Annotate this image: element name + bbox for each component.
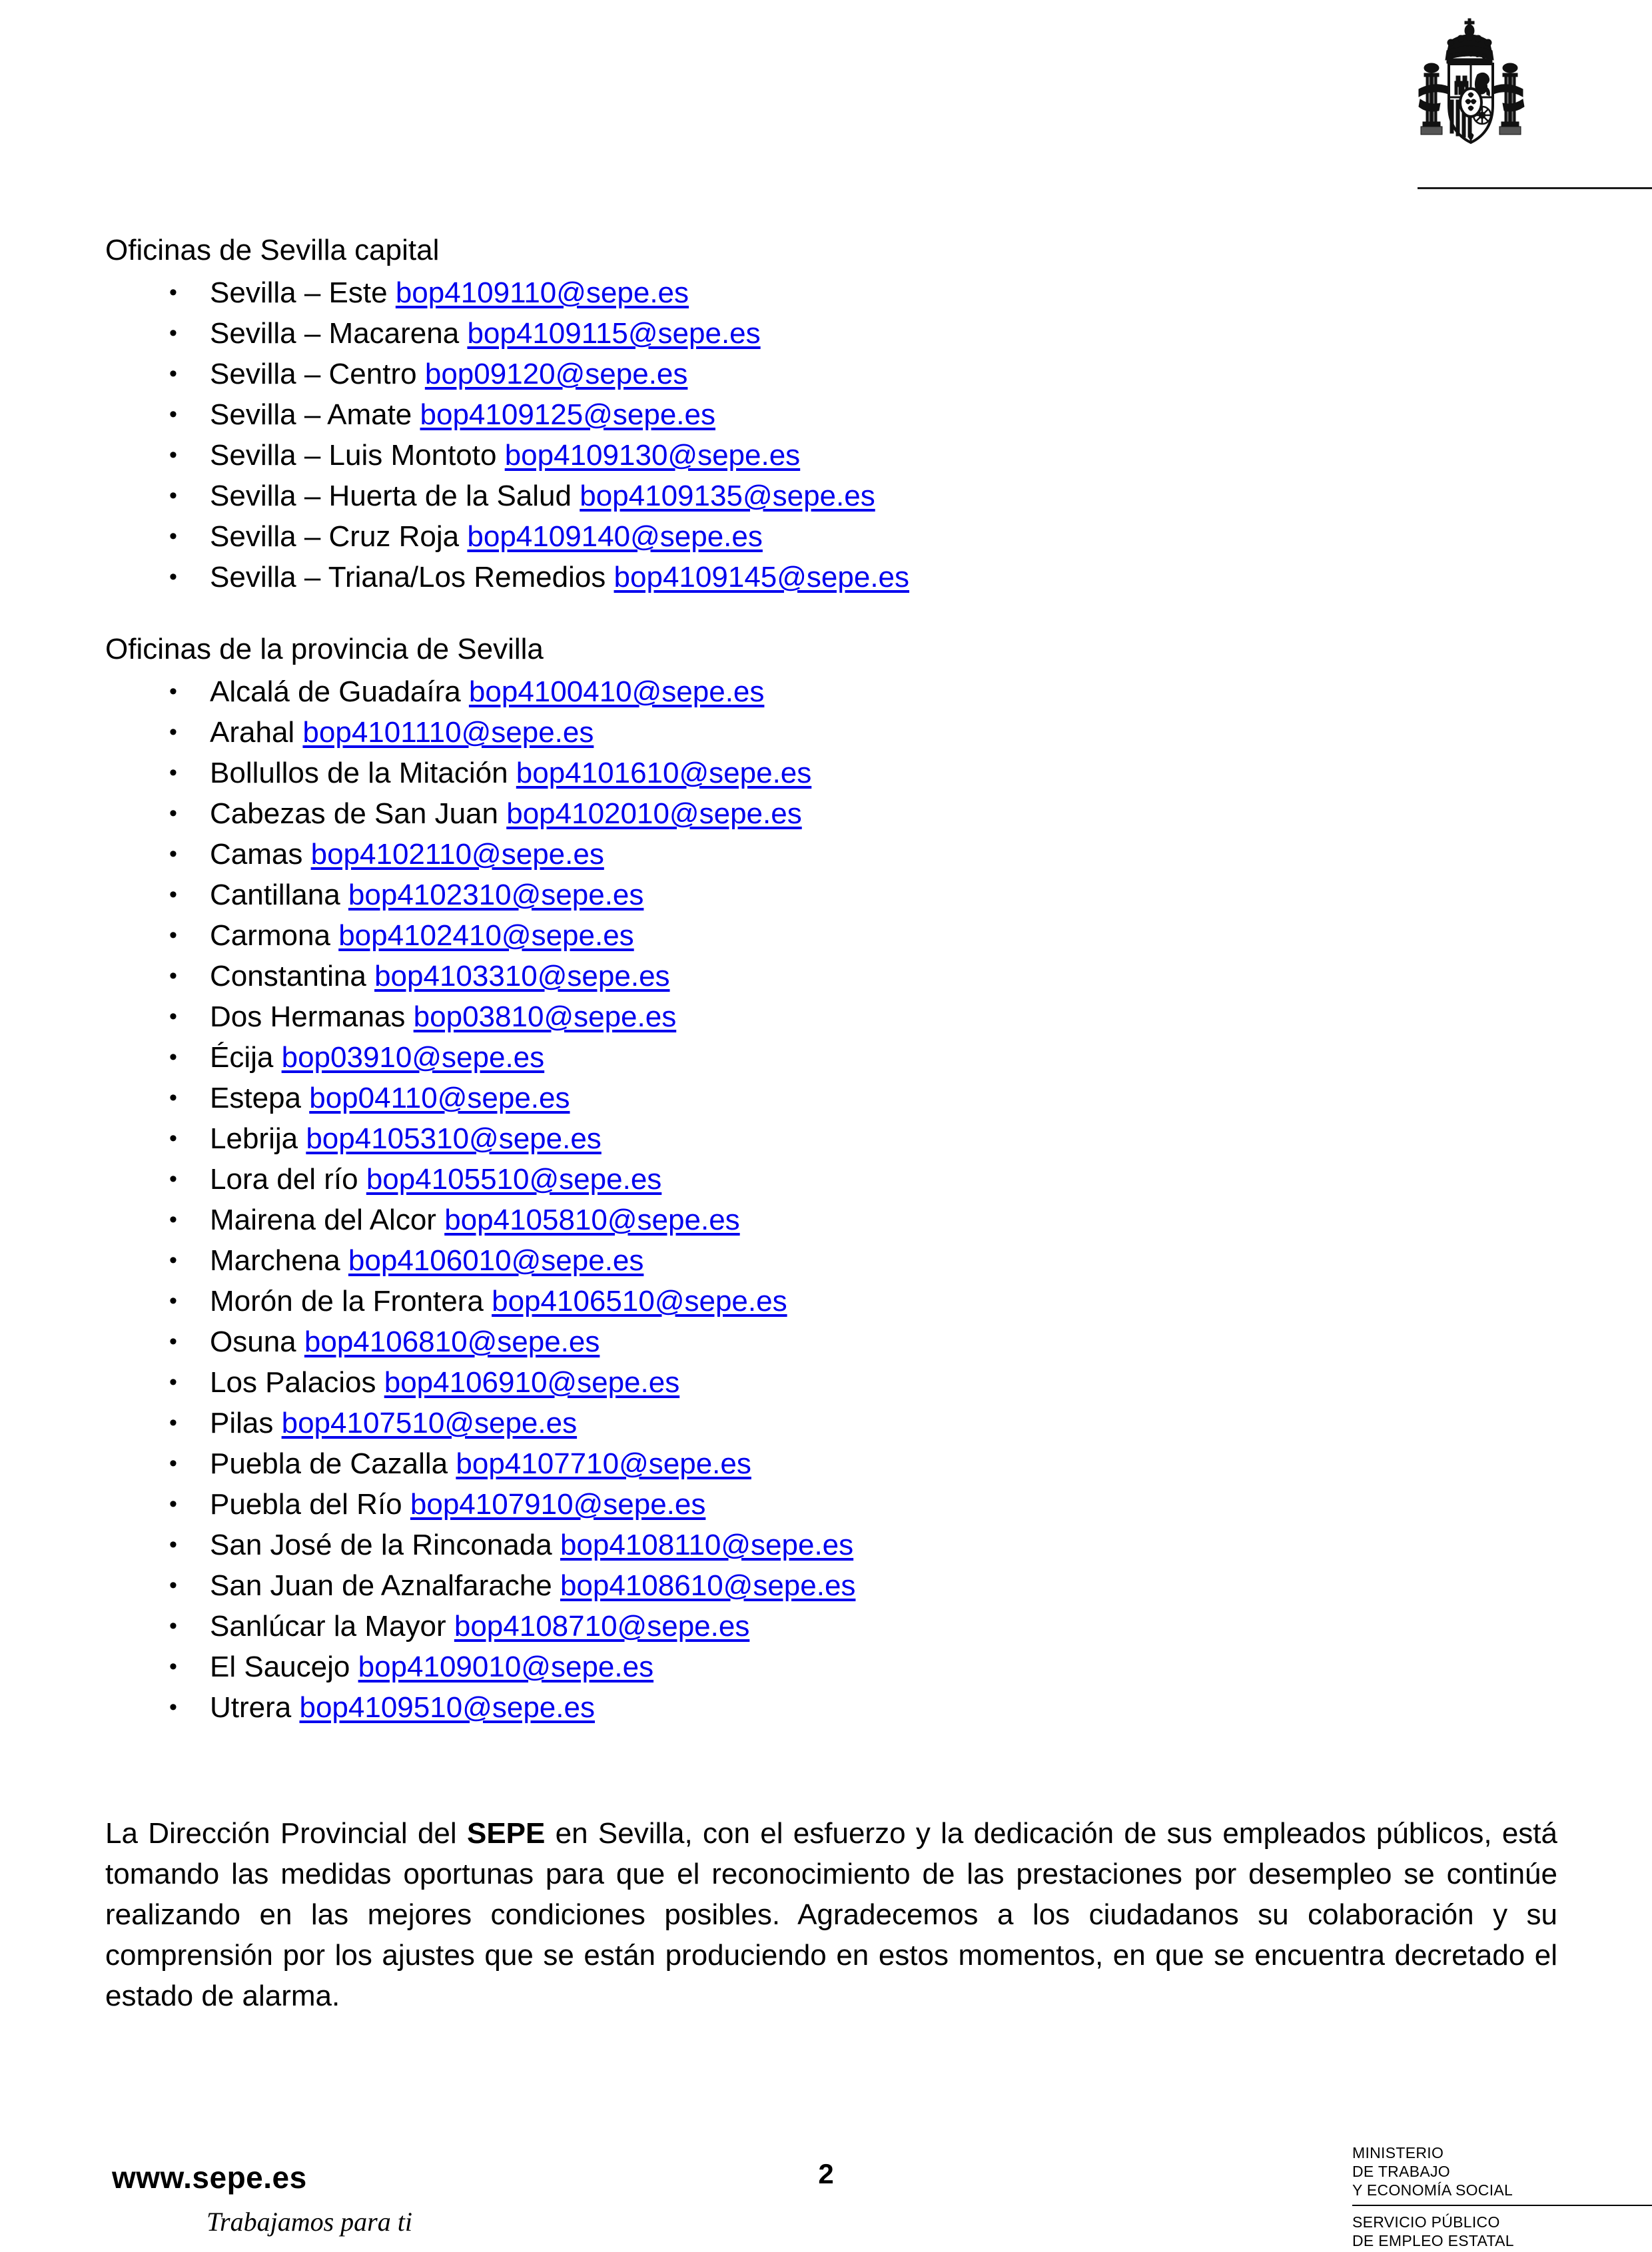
bullet-icon: • xyxy=(169,1369,177,1395)
office-email-link[interactable]: bop4103310@sepe.es xyxy=(374,960,670,992)
office-name: Carmona xyxy=(210,919,330,952)
bullet-icon: • xyxy=(169,1532,177,1557)
office-name: San José de la Rinconada xyxy=(210,1529,552,1561)
office-email-link[interactable]: bop4106810@sepe.es xyxy=(304,1325,600,1358)
section-heading: Oficinas de la provincia de Sevilla xyxy=(105,633,544,665)
office-email-link[interactable]: bop04110@sepe.es xyxy=(309,1082,570,1114)
office-email-link[interactable]: bop4106510@sepe.es xyxy=(492,1285,787,1317)
sepe-acronym: SEPE xyxy=(466,1817,546,1850)
bullet-icon: • xyxy=(169,1329,177,1354)
bullet-icon: • xyxy=(169,882,177,907)
list-item xyxy=(105,1443,1557,1484)
page-number: 2 xyxy=(818,2158,834,2189)
list-item xyxy=(105,1037,1557,1078)
service-line-1: SERVICIO PÚBLICO xyxy=(1352,2213,1500,2231)
office-email-link[interactable]: bop09120@sepe.es xyxy=(424,358,688,390)
office-name: Sanlúcar la Mayor xyxy=(210,1610,446,1643)
office-email-link[interactable]: bop4109510@sepe.es xyxy=(299,1691,595,1724)
office-name: Marchena xyxy=(210,1244,340,1277)
bullet-icon: • xyxy=(169,1451,177,1476)
ministry-line-3: Y ECONOMÍA SOCIAL xyxy=(1352,2181,1513,2199)
list-item xyxy=(105,1687,1557,1728)
ministry-logo-block xyxy=(1352,2143,1652,2250)
bullet-icon: • xyxy=(169,923,177,948)
document-body xyxy=(105,230,1557,1728)
office-list-provincia xyxy=(105,671,1557,1728)
office-name: Morón de la Frontera xyxy=(210,1285,484,1317)
office-name: Sevilla – Amate xyxy=(210,398,412,431)
office-name: Sevilla – Centro xyxy=(210,358,417,390)
list-item xyxy=(105,834,1557,875)
bullet-icon: • xyxy=(169,1085,177,1110)
list-item xyxy=(105,1362,1557,1403)
section-spacer xyxy=(105,597,1557,629)
list-item xyxy=(105,1525,1557,1565)
office-name: Camas xyxy=(210,838,303,871)
bullet-icon: • xyxy=(169,1573,177,1598)
office-email-link[interactable]: bop4102110@sepe.es xyxy=(310,838,604,871)
sepe-slogan: Trabajamos para ti xyxy=(206,2207,412,2237)
office-email-link[interactable]: bop4107710@sepe.es xyxy=(456,1447,751,1480)
bullet-icon: • xyxy=(169,1044,177,1070)
office-email-link[interactable]: bop4107910@sepe.es xyxy=(410,1488,706,1521)
bullet-icon: • xyxy=(169,1288,177,1314)
bullet-icon: • xyxy=(169,320,177,346)
office-email-link[interactable]: bop4106010@sepe.es xyxy=(348,1244,644,1277)
bullet-icon: • xyxy=(169,1491,177,1517)
office-email-link[interactable]: bop03910@sepe.es xyxy=(281,1041,545,1074)
office-name: Sevilla – Huerta de la Salud xyxy=(210,480,572,512)
office-name: Dos Hermanas xyxy=(210,1000,406,1033)
bullet-icon: • xyxy=(169,564,177,589)
list-item xyxy=(105,516,1557,557)
section-sevilla-capital xyxy=(105,230,1557,597)
ministry-line-2: DE TRABAJO xyxy=(1352,2163,1450,2180)
bullet-icon: • xyxy=(169,719,177,745)
office-email-link[interactable]: bop4109135@sepe.es xyxy=(580,480,875,512)
list-item xyxy=(105,671,1557,712)
office-name: Sevilla – Macarena xyxy=(210,317,460,350)
office-email-link[interactable]: bop4102410@sepe.es xyxy=(338,919,634,952)
office-name: Osuna xyxy=(210,1325,296,1358)
bullet-icon: • xyxy=(169,1207,177,1232)
list-item xyxy=(105,435,1557,476)
list-item xyxy=(105,1240,1557,1281)
list-item xyxy=(105,1647,1557,1687)
service-line-2: DE EMPLEO ESTATAL xyxy=(1352,2232,1514,2249)
bullet-icon: • xyxy=(169,1166,177,1192)
bullet-icon: • xyxy=(169,1126,177,1151)
list-item xyxy=(105,793,1557,834)
office-name: Los Palacios xyxy=(210,1366,376,1399)
list-item xyxy=(105,1565,1557,1606)
bullet-icon: • xyxy=(169,442,177,468)
list-item xyxy=(105,557,1557,597)
office-name: Cantillana xyxy=(210,879,340,911)
list-item xyxy=(105,915,1557,956)
section-heading: Oficinas de Sevilla capital xyxy=(105,234,440,266)
list-item xyxy=(105,1200,1557,1240)
bullet-icon: • xyxy=(169,841,177,867)
office-name: Arahal xyxy=(210,716,295,749)
closing-text-part2: en Sevilla, con el esfuerzo y la dedicación de sus empleados públicos, está tomando las medidas oportunas para que el reconocimiento de las prestaciones por desempleo se continúe realizando en las mejores condiciones posibles. Agradecemos a los ciudadanos su colaboración y su comprensión por los ajustes que se están produciendo en estos momentos, en que se encuentra decretado el estado de alarma. xyxy=(105,1817,1558,2012)
bullet-icon: • xyxy=(169,524,177,549)
list-item xyxy=(105,1403,1557,1443)
office-name: San Juan de Aznalfarache xyxy=(210,1569,552,1602)
bullet-icon: • xyxy=(169,1694,177,1720)
office-name: Lebrija xyxy=(210,1122,298,1155)
office-name: Écija xyxy=(210,1041,274,1074)
list-item xyxy=(105,996,1557,1037)
list-item xyxy=(105,313,1557,354)
office-list-capital xyxy=(105,272,1557,597)
office-email-link[interactable]: bop4101610@sepe.es xyxy=(516,757,812,789)
sepe-website-label[interactable]: www.sepe.es xyxy=(112,2160,307,2195)
list-item xyxy=(105,875,1557,915)
list-item xyxy=(105,1118,1557,1159)
bullet-icon: • xyxy=(169,760,177,785)
list-item xyxy=(105,1159,1557,1200)
office-email-link[interactable]: bop4109130@sepe.es xyxy=(504,439,801,472)
bullet-icon: • xyxy=(169,402,177,427)
office-email-link[interactable]: bop4108110@sepe.es xyxy=(560,1529,854,1561)
section-provincia-sevilla xyxy=(105,629,1557,1728)
ministry-divider-rule xyxy=(1352,2205,1652,2206)
bullet-icon: • xyxy=(169,1004,177,1029)
office-email-link[interactable]: bop03810@sepe.es xyxy=(413,1000,677,1033)
office-email-link[interactable]: bop4109110@sepe.es xyxy=(395,276,689,309)
list-item xyxy=(105,1078,1557,1118)
office-name: Sevilla – Triana/Los Remedios xyxy=(210,561,606,593)
office-name: Sevilla – Cruz Roja xyxy=(210,520,460,553)
list-item xyxy=(105,712,1557,753)
office-name: Estepa xyxy=(210,1082,301,1114)
office-email-link[interactable]: bop4102010@sepe.es xyxy=(506,797,802,830)
office-email-link[interactable]: bop4106910@sepe.es xyxy=(384,1366,680,1399)
office-email-link[interactable]: bop4109010@sepe.es xyxy=(358,1651,654,1683)
office-name: Sevilla – Luis Montoto xyxy=(210,439,497,472)
office-email-link[interactable]: bop4102310@sepe.es xyxy=(348,879,644,911)
office-email-link[interactable]: bop4101110@sepe.es xyxy=(302,716,594,749)
office-email-link[interactable]: bop4105310@sepe.es xyxy=(306,1122,602,1155)
office-name: Puebla de Cazalla xyxy=(210,1447,448,1480)
list-item xyxy=(105,354,1557,394)
list-item xyxy=(105,476,1557,516)
closing-text-part1: La Dirección Provincial del xyxy=(105,1817,467,1850)
page-header xyxy=(0,0,1652,200)
page-footer xyxy=(0,2065,1652,2252)
office-name: Bollullos de la Mitación xyxy=(210,757,508,789)
bullet-icon: • xyxy=(169,1654,177,1679)
office-name: Utrera xyxy=(210,1691,292,1724)
office-name: El Saucejo xyxy=(210,1651,350,1683)
office-email-link[interactable]: bop4105510@sepe.es xyxy=(366,1163,662,1196)
list-item xyxy=(105,1281,1557,1321)
bullet-icon: • xyxy=(169,483,177,508)
closing-paragraph xyxy=(105,1813,1557,2016)
bullet-icon: • xyxy=(169,1410,177,1435)
bullet-icon: • xyxy=(169,1613,177,1639)
spanish-coat-of-arms-icon xyxy=(1411,12,1531,145)
ministry-line-1: MINISTERIO xyxy=(1352,2144,1444,2161)
list-item xyxy=(105,394,1557,435)
office-email-link[interactable]: bop4100410@sepe.es xyxy=(468,675,765,708)
office-email-link[interactable]: bop4105810@sepe.es xyxy=(444,1204,740,1236)
list-item xyxy=(105,272,1557,313)
office-name: Sevilla – Este xyxy=(210,276,388,309)
office-name: Alcalá de Guadaíra xyxy=(210,675,461,708)
office-email-link[interactable]: bop4108610@sepe.es xyxy=(560,1569,856,1602)
bullet-icon: • xyxy=(169,280,177,305)
office-email-link[interactable]: bop4107510@sepe.es xyxy=(281,1407,578,1439)
office-email-link[interactable]: bop4108710@sepe.es xyxy=(454,1610,750,1643)
list-item xyxy=(105,1606,1557,1647)
bullet-icon: • xyxy=(169,801,177,826)
bullet-icon: • xyxy=(169,963,177,988)
office-name: Pilas xyxy=(210,1407,274,1439)
bullet-icon: • xyxy=(169,361,177,386)
bullet-icon: • xyxy=(169,679,177,704)
bullet-icon: • xyxy=(169,1248,177,1273)
office-email-link[interactable]: bop4109115@sepe.es xyxy=(467,317,761,350)
office-name: Puebla del Río xyxy=(210,1488,402,1521)
list-item xyxy=(105,1484,1557,1525)
office-email-link[interactable]: bop4109125@sepe.es xyxy=(420,398,715,431)
list-item xyxy=(105,1321,1557,1362)
office-email-link[interactable]: bop4109140@sepe.es xyxy=(467,520,763,553)
office-name: Mairena del Alcor xyxy=(210,1204,436,1236)
list-item xyxy=(105,956,1557,996)
office-name: Cabezas de San Juan xyxy=(210,797,498,830)
list-item xyxy=(105,753,1557,793)
office-name: Constantina xyxy=(210,960,366,992)
office-name: Lora del río xyxy=(210,1163,358,1196)
header-divider-rule xyxy=(1418,187,1652,189)
office-email-link[interactable]: bop4109145@sepe.es xyxy=(614,561,910,593)
